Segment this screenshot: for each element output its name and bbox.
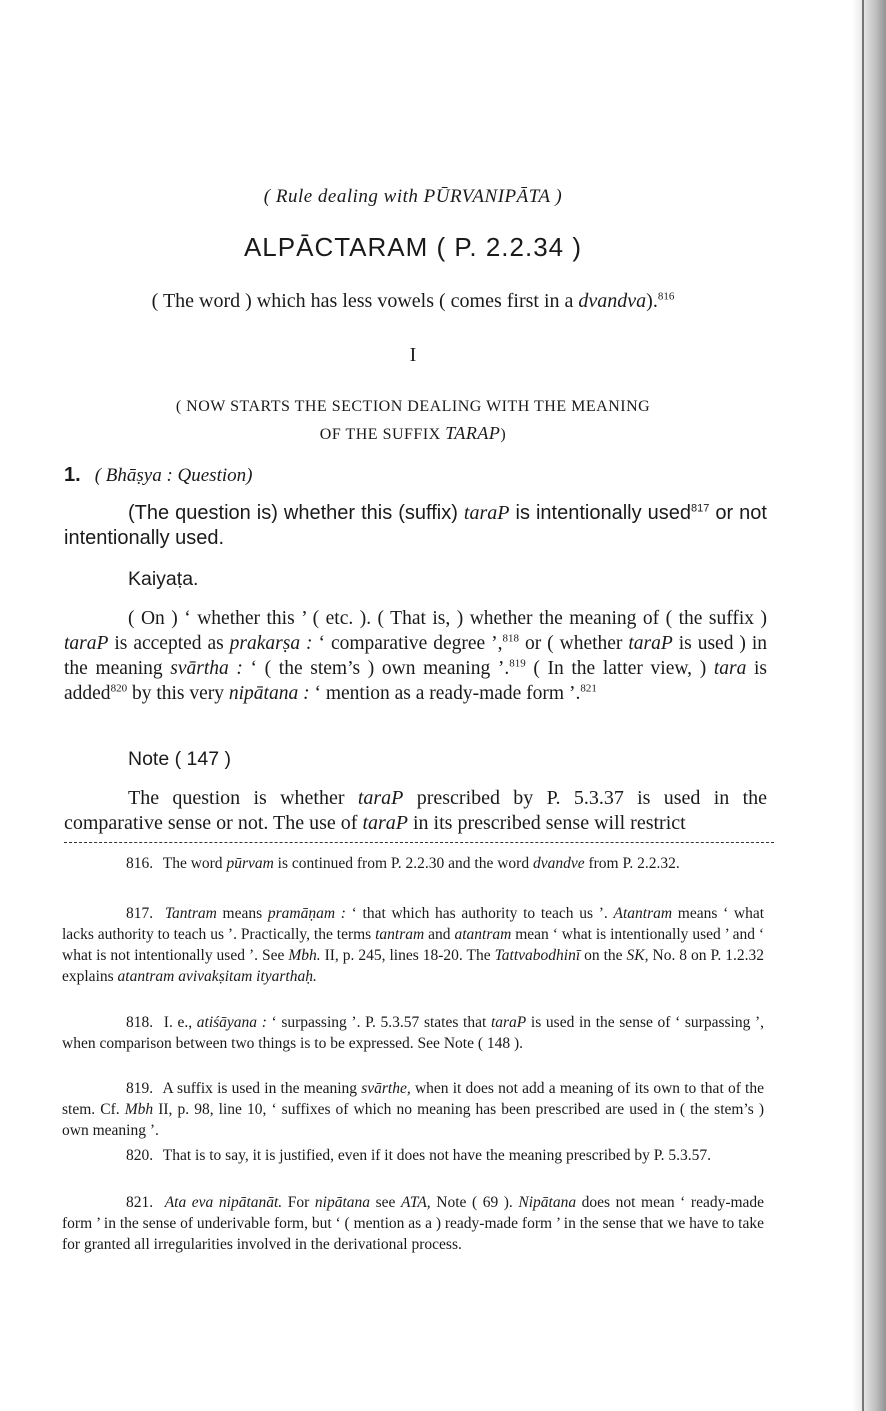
- page-binding-line: [862, 0, 864, 1411]
- footnote-ref-820: 820: [110, 682, 128, 695]
- page-edge-shadow: [852, 0, 886, 1411]
- section-heading: ( NOW STARTS THE SECTION DEALING WITH THE MEANING OF THE SUFFIX TARAP): [175, 398, 651, 443]
- footnote-821: 821. Ata eva nipātanāt. For nipātana see ATA, Note ( 69 ). Nipātana does not mean ‘ ready-made form ’ in the sense of underivable form, but ‘ ( mention as a ) ready-made form ’ in the sense that we have to take for granted all irregularities involved in the derivational process.: [62, 1194, 765, 1253]
- section-numeral: I: [409, 344, 417, 366]
- footnote-ref-817: 817: [690, 502, 710, 515]
- rule-heading: ( Rule dealing with PŪRVANIPĀTA ): [263, 186, 563, 207]
- footnote-816: 816. The word pūrvam is continued from P. 2.2.30 and the word dvandve from P. 2.2.32.: [126, 855, 680, 872]
- question-heading: 1. ( Bhāṣya : Question): [64, 464, 253, 486]
- footnote-ref-816: 816: [657, 290, 675, 303]
- footnote-817: 817. Tantram means pramāṇam : ‘ that which has authority to teach us ’. Atantram means ‘ what lacks authority to teach us ’. Practically, the terms tantram and atantram mean ‘ what is intentionally used ’ and ‘ what is not intentionally used ’. See Mbh. II, p. 245, lines 18-20. The Tattvabodhinī on the SK, No. 8 on P. 1.2.32 explains atantram avivakṣitam ityarthaḥ.: [62, 905, 765, 985]
- footnote-divider: [64, 842, 774, 843]
- kaiyata-heading: Kaiyaṭa.: [128, 568, 199, 590]
- question-paragraph: (The question is) whether this (suffix) taraP is intentionally used$^{817}$ or not intentionally used.: [64, 502, 767, 549]
- footnote-820: 820. That is to say, it is justified, even if it does not have the meaning prescribed by P. 5.3.57.: [126, 1147, 712, 1164]
- footnote-819: 819. A suffix is used in the meaning svārthe, when it does not add a meaning of its own to that of the stem. Cf. Mbh II, p. 98, line 10, ‘ suffixes of which no meaning has been prescribed are used in ( the stem’s ) own meaning ’.: [62, 1080, 765, 1139]
- sutra-gloss: ( The word ) which has less vowels ( comes first in a dvandva).$^{816}$: [151, 290, 675, 312]
- note-heading: Note ( 147 ): [128, 748, 231, 770]
- footnote-ref-819: 819: [509, 657, 526, 670]
- sutra-title: ALPĀCTARAM ( P. 2.2.34 ): [243, 232, 583, 262]
- footnote-ref-818: 818: [502, 632, 520, 645]
- footnote-ref-821: 821: [580, 682, 597, 695]
- note-paragraph: The question is whether taraP prescribed by P. 5.3.37 is used in the comparative sense or not. The use of taraP in its prescribed sense will restrict: [64, 787, 768, 834]
- kaiyata-paragraph: ( On ) ‘ whether this ’ ( etc. ). ( That is, ) whether the meaning of ( the suffix ) taraP is accepted as prakarṣa : ‘ comparative degree ’,$^{818}$ or ( whether taraP is used ) in the meaning svārtha : ‘ ( the stem’s ) own meaning ’.$^{819}$ ( In the latter view, ) tara is added$^{820}$ by this very nipātana : ‘ mention as a ready-made form ’.$^{821}$: [64, 608, 768, 704]
- footnote-818: 818. I. e., atiśāyana : ‘ surpassing ’. P. 5.3.57 states that taraP is used in the sense of ‘ surpassing ’, when comparison between two things is to be expressed. See Note ( 148 ).: [62, 1014, 765, 1052]
